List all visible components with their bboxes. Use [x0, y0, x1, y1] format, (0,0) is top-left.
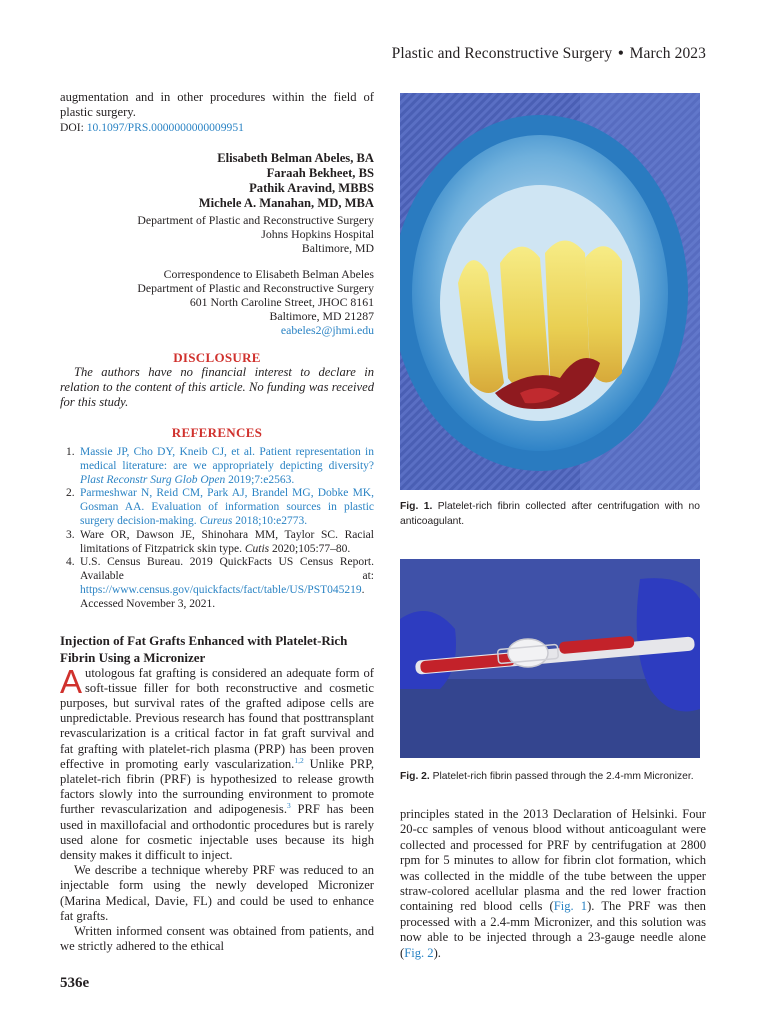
figure-1-caption — [400, 499, 700, 529]
body-paragraph: We describe a technique whereby PRF was reduced to an injectable form using the newly developed Micronizer (Marina Medical, Davie, FL) and could be used to enhance fat grafts. — [60, 863, 374, 923]
body-paragraph: Written informed consent was obtained from patients, and we strictly adhered to the ethical — [60, 924, 374, 954]
correspondence-block — [60, 267, 374, 337]
correspondence-email[interactable]: eabeles2@jhmi.edu — [280, 323, 374, 337]
page-number: 536e — [60, 975, 90, 991]
continued-text: augmentation and in other procedures within the field of plastic surgery. — [60, 90, 374, 119]
reference-number: 4. — [66, 556, 75, 569]
affiliation-line: Baltimore, MD — [301, 241, 374, 255]
author-name: Elisabeth Belman Abeles, BA — [217, 151, 374, 165]
body-paragraph — [400, 807, 706, 961]
figure-2-ref-link[interactable]: Fig. 2 — [404, 945, 434, 960]
figure-1-image — [400, 93, 700, 490]
reference-item — [60, 529, 374, 557]
right-column-text — [400, 807, 706, 961]
reference-text: U.S. Census Bureau. 2019 QuickFacts US Census Report. Available at: — [80, 556, 374, 583]
body-text: principles stated in the 2013 Declaration of Helsinki. Four 20-cc samples of venous blood without anticoagulant were collected and processed for PRF by centrifugation at 2800 rpm for 5 minutes to allow for fibrin clot formation, which was collected in the middle of the tube between the upper straw-colored acellular plasma and the red lower fraction containing red blood cells ( — [400, 807, 706, 914]
disclosure-text: The authors have no financial interest to declare in relation to the content of this article. No funding was received for this study. — [60, 365, 374, 409]
body-text: Unlike PRP, platelet-rich fibrin (PRF) is hypothesized to release growth factors slowly into the surrounding environment to promote further revascularization and adipogenesis. — [60, 756, 374, 817]
running-head — [392, 45, 706, 63]
reference-link[interactable]: Parmeshwar N, Reid CM, Park AJ, Brandel MG, Dobke MK, Gosman AA. Evaluation of information sources in plastic surgery decision-making. — [80, 487, 374, 527]
body-paragraph — [60, 662, 374, 864]
author-block — [60, 151, 374, 337]
references-heading: REFERENCES — [171, 425, 263, 440]
reference-item — [60, 487, 374, 528]
author-name: Faraah Bekheet, BS — [266, 166, 374, 180]
reference-url[interactable]: https://www.census.gov/quickfacts/fact/table/US/PST045219 — [80, 583, 362, 596]
figure-2-image — [400, 559, 700, 758]
reference-text: Ware OR, Dawson JE, Shinohara MM, Taylor SC. Racial limitations of Fitzpatrick skin type. — [80, 528, 374, 555]
article-title: Injection of Fat Grafts Enhanced with Platelet-Rich Fibrin Using a Micronizer — [60, 632, 348, 665]
reference-number: 3. — [66, 528, 75, 541]
figure-label: Fig. 2. — [400, 771, 430, 782]
left-column — [60, 90, 374, 954]
reference-citation[interactable]: 2018;10:e2773. — [232, 514, 308, 527]
journal-name: Plastic and Reconstructive Surgery — [391, 45, 613, 62]
body-text: ). The PRF was then processed with a 2.4-mm Micronizer, and this solution was now able to be injected through a 23-gauge needle alone ( — [400, 899, 706, 960]
affiliation-line: Johns Hopkins Hospital — [261, 227, 374, 241]
doi-label: DOI: — [60, 121, 84, 134]
reference-number: 2. — [66, 487, 75, 500]
correspondence-line: 601 North Caroline Street, JHOC 8161 — [189, 295, 374, 309]
reference-journal: Cutis — [244, 542, 270, 555]
body-text: PRF has been used in maxillofacial and orthodontic procedures but is rarely used alone for cosmetic injectable uses because its high density makes it difficult to inject. — [60, 802, 374, 862]
reference-accessed: . Accessed November 3, 2021. — [80, 583, 365, 610]
correspondence-line: Department of Plastic and Reconstructive Surgery — [137, 281, 374, 295]
body-text: ). — [433, 945, 441, 960]
reference-link[interactable]: Massie JP, Cho DY, Kneib CJ, et al. Patient representation in medical literature: are we appropriately depicting diversity? — [80, 446, 374, 472]
body-text: utologous fat grafting is considered an adequate form of soft-tissue filler for both reconstructive and cosmetic purposes, but survival rates of the grafted adipose cells are unpredictable. Previous research has found that posttransplant revascularization is a critical factor in fat graft survival and fat grafting with platelet-rich plasma (PRP) has been proven effective in promoting early vascularization. — [60, 665, 374, 771]
figure-2-caption — [400, 769, 700, 784]
correspondence-line: Correspondence to Elisabeth Belman Abeles — [163, 267, 374, 281]
reference-journal[interactable]: Cureus — [199, 514, 233, 527]
author-name: Pathik Aravind, MBBS — [249, 181, 374, 195]
bullet: • — [618, 45, 624, 62]
reference-item — [60, 446, 374, 487]
doi-link[interactable]: 10.1097/PRS.0000000000009951 — [86, 121, 244, 134]
reference-journal[interactable]: Plast Reconstr Surg Glob Open — [80, 473, 226, 486]
drop-cap: A — [60, 662, 83, 700]
figure-caption-text: Platelet-rich fibrin passed through the 2.4-mm Micronizer. — [429, 771, 694, 782]
doi-line — [60, 120, 374, 135]
right-column — [400, 93, 700, 784]
figure-1-ref-link[interactable]: Fig. 1 — [553, 899, 588, 914]
author-name: Michele A. Manahan, MD, MBA — [198, 196, 374, 210]
affiliation-line: Department of Plastic and Reconstructive Surgery — [137, 213, 374, 227]
correspondence-line: Baltimore, MD 21287 — [269, 309, 374, 323]
figure-caption-text: Platelet-rich fibrin collected after centrifugation with no anticoagulant. — [400, 501, 700, 527]
disclosure-heading: DISCLOSURE — [173, 350, 261, 365]
figure-label: Fig. 1. — [400, 501, 433, 512]
article-body — [60, 662, 374, 955]
reference-item — [60, 556, 374, 611]
citation-link[interactable]: 3 — [286, 801, 291, 811]
reference-citation: 2020;105:77–80. — [269, 542, 351, 555]
reference-citation[interactable]: 2019;7:e2563. — [225, 473, 295, 486]
reference-list — [60, 446, 374, 612]
citation-link[interactable]: 1,2 — [294, 755, 304, 765]
reference-number: 1. — [66, 446, 75, 458]
issue-date: March 2023 — [629, 45, 706, 62]
